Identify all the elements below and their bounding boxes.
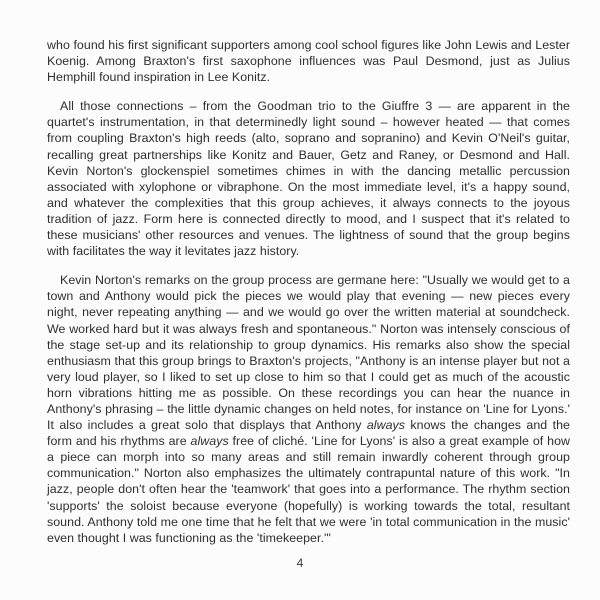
italic-text-segment: always [190,434,229,449]
text-segment: Kevin Norton's remarks on the group process are germane here: "Usually we would get to a town and Anthony would pick the pieces we would play that evening — new pieces every night, never repeating anything — and we would go over the written material at soundcheck. We worked hard but it was always fresh and spontaneous." Norton was intensely conscious of the stage set-up and its relationship to group dynamics. His remarks also show the special enthusiasm that this group brings to Braxton's projects, "Anthony is an intense player but not a very loud player, so I liked to set up close to him so that I could get as much of the acoustic horn vibrations hitting me as possible. On these recordings you can hear the nuance in Anthony's phrasing – the little dynamic changes on held notes, for instance on 'Line for Lyons.' It also includes a great solo that displays that Anthony [47,273,570,433]
text-segment: free of cliché. 'Line for Lyons' is also a great example of how a piece can morph into so many areas and still remain inwardly coherent through group communication." Norton also emphasizes the ultimately contrapuntal nature of this work. "In jazz, people don't often hear the 'teamwork' that goes into a performance. The rhythm section 'supports' the soloist because everyone (hopefully) is working towards the total, resultant sound. Anthony told me one time that he felt that we were 'in total communication in the music' even thought I was functioning as the 'timekeeper.'" [47,434,571,545]
text-segment: who found his first significant supporters among cool school figures like John Lewis and Lester Koenig. Among Braxton's first saxophone influences was Paul Desmond, just as Julius Hemphill found inspiration in Lee Konitz. [47,38,570,85]
text-segment: All those connections – from the Goodman trio to the Giuffre 3 — are apparent in the quartet's instrumentation, in that determinedly light sound – however heated — that comes from coupling Braxton's high reeds (alto, soprano and sopranino) and Kevin O'Neil's guitar, recalling great partnerships like Konitz and Bauer, Getz and Raney, or Desmond and Hall. Kevin Norton's glockenspiel sometimes chimes in with the dancing metallic percussion associated with xylophone or vibraphone. On the most immediate level, it's a happy sound, and whatever the complexities that this group achieves, it always connects to the joyous tradition of jazz. Form here is connected directly to mood, and I suspect that it's related to these musicians' other resources and venues. The lightness of sound that the group begins with facilitates the way it levitates jazz history. [47,99,570,259]
paragraph [47,98,570,259]
text-segment: knows the changes and the form and his rhythms are [47,418,570,449]
liner-notes-text [47,37,570,559]
paragraph [47,272,570,546]
page-number: 4 [296,556,304,570]
paragraph [47,37,570,85]
italic-text-segment: always [366,418,406,433]
